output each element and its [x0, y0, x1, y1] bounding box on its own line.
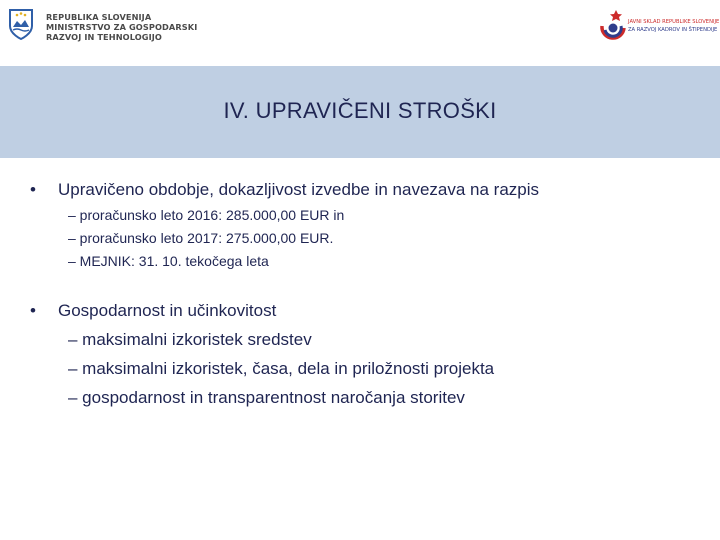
- ministry-line-3: RAZVOJ IN TEHNOLOGIJO: [46, 32, 162, 42]
- sub-item: – proračunsko leto 2016: 285.000,00 EUR in: [68, 207, 345, 223]
- agency-name: [628, 18, 719, 34]
- sub-item: – MEJNIK: 31. 10. tekočega leta: [68, 253, 269, 269]
- sub-item: – maksimalni izkoristek sredstev: [68, 330, 312, 349]
- ministry-name: [46, 12, 197, 42]
- bullet-heading: Gospodarnost in učinkovitost: [58, 301, 277, 320]
- coat-of-arms-icon: [8, 8, 34, 40]
- ministry-line-2: MINISTRSTVO ZA GOSPODARSKI: [46, 22, 198, 32]
- agency-logo: [596, 6, 720, 50]
- bullet-marker: •: [30, 301, 36, 320]
- bullet-marker: •: [30, 180, 36, 199]
- sub-item: – gospodarnost in transparentnost naročanja storitev: [68, 388, 465, 407]
- ministry-logo: [8, 6, 228, 48]
- agency-line-1: JAVNI SKLAD REPUBLIKE SLOVENIJE: [628, 19, 720, 25]
- slide-title: IV. UPRAVIČENI STROŠKI: [223, 98, 497, 123]
- agency-mark-icon: [596, 6, 628, 48]
- bullet-heading: Upravičeno obdobje, dokazljivost izvedbe in navezava na razpis: [58, 180, 540, 199]
- sub-item: – proračunsko leto 2017: 275.000,00 EUR.: [68, 230, 334, 246]
- sub-item: – maksimalni izkoristek, časa, dela in priložnosti projekta: [68, 359, 495, 378]
- agency-line-2: ZA RAZVOJ KADROV IN ŠTIPENDIJE: [628, 27, 718, 33]
- ministry-line-1: REPUBLIKA SLOVENIJA: [46, 12, 152, 22]
